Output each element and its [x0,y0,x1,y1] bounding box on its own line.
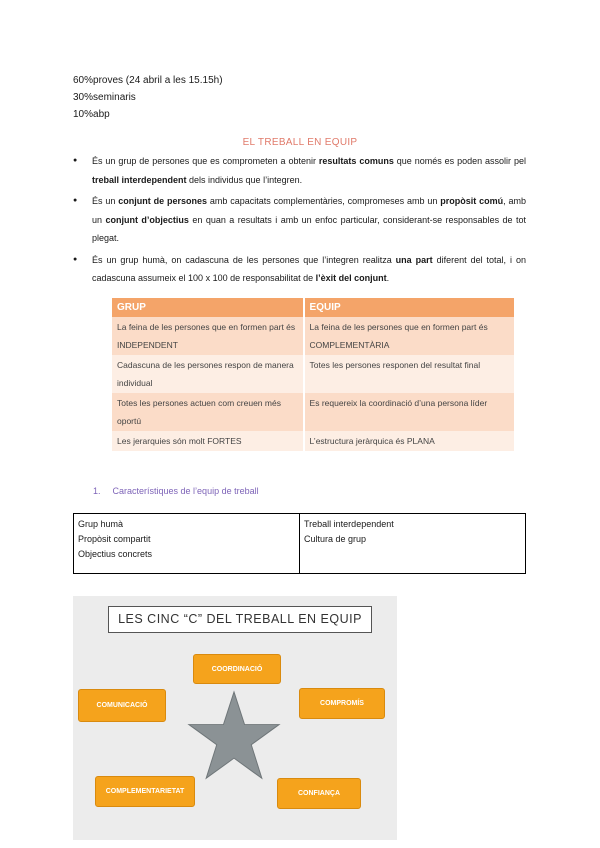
table-row [112,317,515,355]
traits-left-cell [74,514,300,574]
five-c-diagram [73,596,397,840]
cell-grup: Les jerarquies són molt FORTES [112,431,304,451]
bullet-item [92,251,526,288]
table-row [112,431,515,451]
table-row [112,393,515,431]
bold-term: conjunt de persones [118,196,208,206]
bullet-text: És un [92,196,119,206]
trait-item: Propòsit compartit [78,534,151,544]
trait-item: Grup humà [78,519,124,529]
box-complementarietat: COMPLEMENTARIETAT [95,776,195,807]
section-number: 1. [93,486,101,496]
bullet-text: És un grup de persones que es comprometen a obtenir [92,156,319,166]
grade-line: 30%seminaris [73,92,136,103]
bullet-text: que només es poden assolir pel [393,156,526,166]
bullet-text: amb capacitats complementàries, compromeses amb un [207,196,441,206]
cell-equip: Totes les persones responen del resultat final [304,355,515,393]
comparison-table [112,298,516,451]
box-compromis: COMPROMÍS [299,688,385,719]
page-title: EL TREBALL EN EQUIP [242,137,358,148]
grade-line: 60%proves (24 abril a les 15.15h) [73,75,223,86]
cell-grup: Totes les persones actuen com creuen més oportú [112,393,304,431]
bold-term: una part [395,254,433,265]
header-equip: EQUIP [304,298,515,317]
cell-grup: Cadascuna de les persones respon de manera individual [112,355,304,393]
section-title: Característiques de l’equip de treball [112,486,259,496]
bold-term: propòsit comú [440,196,504,206]
definition-list [92,152,526,291]
grade-weights [73,72,223,123]
cell-equip: L’estructura jeràrquica és PLANA [304,431,515,451]
grade-line: 10%abp [73,109,110,120]
bullet-text: És un grup humà, on cadascuna de les persones que l’integren realitza [92,254,396,265]
traits-right-cell [300,514,526,574]
cell-equip: Es requereix la coordinació d’una persona líder [304,393,515,431]
trait-item: Objectius concrets [78,549,153,559]
bullet-item [92,152,526,189]
box-confianca: CONFIANÇA [277,778,361,809]
bold-term: resultats comuns [318,156,394,166]
cell-grup: La feina de les persones que en formen part és INDEPENDENT [112,317,304,355]
box-comunicacio: COMUNICACIÓ [78,689,166,722]
bold-term: l’èxit del conjunt [315,273,387,283]
table-row [112,355,515,393]
trait-item: Cultura de grup [304,534,367,544]
box-coordinacio: COORDINACIÓ [193,654,281,684]
bullet-text: dels individus que l’integren. [186,174,303,185]
section-heading [93,486,259,496]
traits-table [73,513,526,574]
bold-term: treball interdependent [92,174,187,185]
bullet-item [92,192,526,248]
star-icon [186,690,282,786]
bold-term: conjunt d’objectius [105,214,189,225]
trait-item: Treball interdependent [304,519,394,529]
cell-equip: La feina de les persones que en formen part és COMPLEMENTÀRIA [304,317,515,355]
header-grup: GRUP [112,298,304,317]
bullet-text: . [386,273,390,283]
diagram-title: LES CINC “C” DEL TREBALL EN EQUIP [108,606,372,633]
bullet-text: diferent del total, i on cadascuna assumeix el 100 x 100 de responsabilitat de [92,254,526,283]
bullet-text: en quan a resultats i amb un enfoc particular, considerant-se responsables de tot plegat. [92,214,526,243]
bullet-text: , amb un [92,196,527,225]
